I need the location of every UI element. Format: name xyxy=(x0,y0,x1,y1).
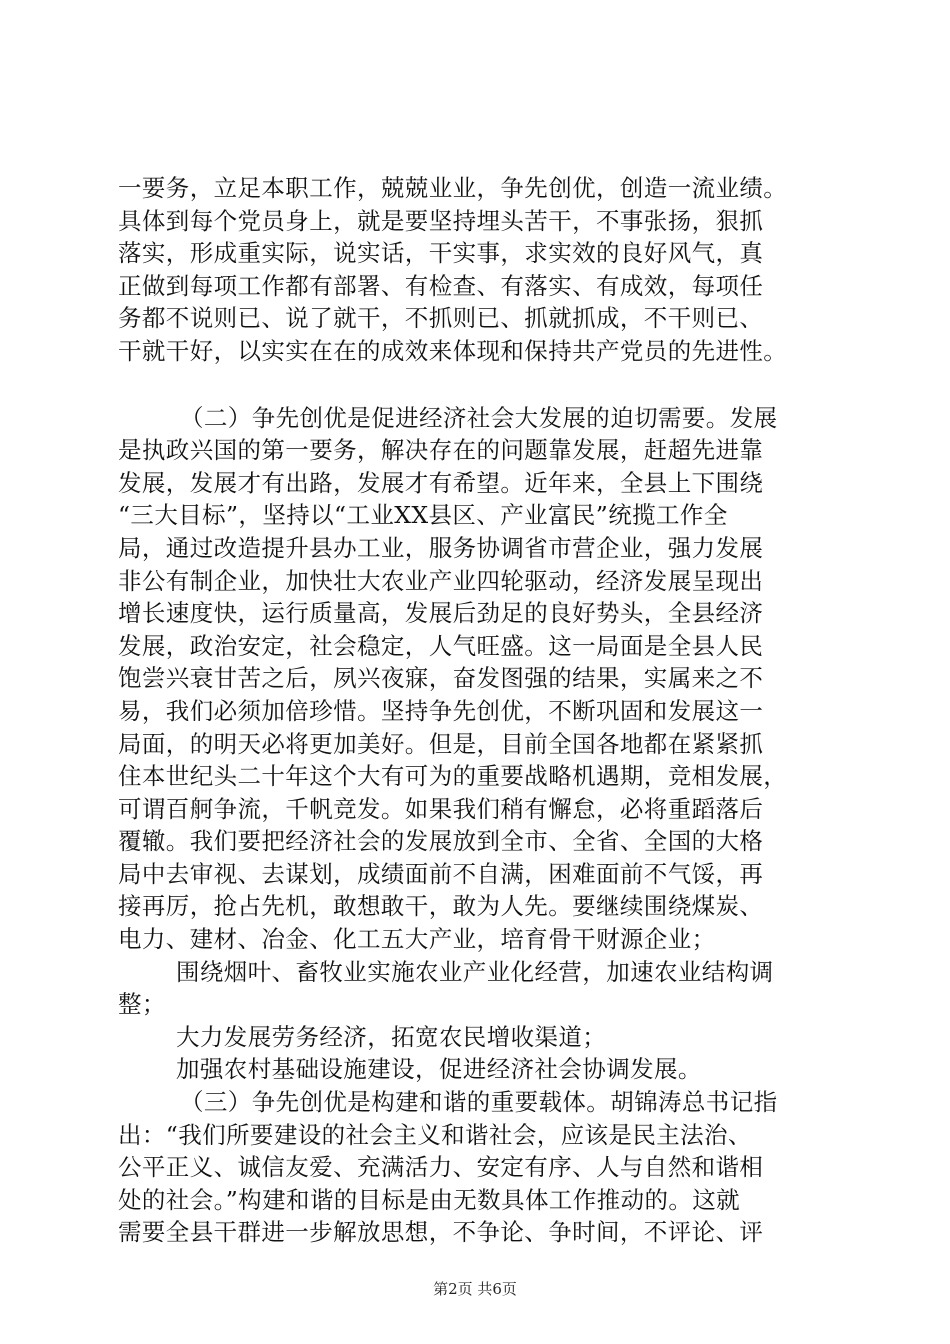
text-line: 接再厉，抢占先机，敢想敢干，敢为人先。要继续围绕煤炭、 xyxy=(118,892,764,921)
text-line: 大力发展劳务经济，拓宽农民增收渠道； xyxy=(176,1022,607,1051)
text-line: 易，我们必须加倍珍惜。坚持争先创优，不断巩固和发展这一 xyxy=(118,696,764,725)
text-line: 局面，的明天必将更加美好。但是，目前全国各地都在紧紧抓 xyxy=(118,729,764,758)
text-line: 局，通过改造提升县办工业，服务协调省市营企业，强力发展 xyxy=(118,533,764,562)
text-line: 饱尝兴衰甘苦之后，夙兴夜寐，奋发图强的结果，实属来之不 xyxy=(118,664,764,693)
text-line: 非公有制企业，加快壮大农业产业四轮驱动，经济发展呈现出 xyxy=(118,566,764,595)
paragraph-1 xyxy=(118,172,838,368)
text-line: 覆辙。我们要把经济社会的发展放到全市、全省、全国的大格 xyxy=(118,827,764,856)
page-footer: 第2页 共6页 xyxy=(433,1280,517,1298)
text-line: 加强农村基础设施建设，促进经济社会协调发展。 xyxy=(176,1055,702,1084)
text-line: 整； xyxy=(118,990,166,1019)
body-text xyxy=(118,172,838,1249)
paragraph-4 xyxy=(118,1021,838,1054)
text-line: 是执政兴国的第一要务，解决存在的问题靠发展，赶超先进靠 xyxy=(118,436,764,465)
text-line: 住本世纪头二十年这个大有可为的重要战略机遇期，竞相发展， xyxy=(118,762,788,791)
text-line: （二）争先创优是促进经济社会大发展的迫切需要。发展 xyxy=(180,403,778,432)
text-line: （三）争先创优是构建和谐的重要载体。胡锦涛总书记指 xyxy=(180,1088,778,1117)
text-line: 处的社会。”构建和谐的目标是由无数具体工作推动的。这就 xyxy=(118,1185,741,1214)
text-line: 局中去审视、去谋划，成绩面前不自满，困难面前不气馁，再 xyxy=(118,859,764,888)
paragraph-2 xyxy=(118,402,838,956)
text-line: 干就干好，以实实在在的成效来体现和保持共产党员的先进性。 xyxy=(118,336,788,365)
text-line: 发展，政治安定，社会稳定，人气旺盛。这一局面是全县人民 xyxy=(118,631,764,660)
text-line: 围绕烟叶、畜牧业实施农业产业化经营，加速农业结构调 xyxy=(176,957,774,986)
text-line: 落实，形成重实际，说实话，干实事，求实效的良好风气，真 xyxy=(118,239,764,268)
paragraph-5 xyxy=(118,1053,838,1086)
text-line: 具体到每个党员身上，就是要坚持埋头苦干，不事张扬，狠抓 xyxy=(118,206,764,235)
text-line: 电力、建材、冶金、化工五大产业，培育骨干财源企业； xyxy=(118,925,716,954)
text-line: 增长速度快，运行质量高，发展后劲足的良好势头，全县经济 xyxy=(118,599,764,628)
text-line: 可谓百舸争流，千帆竞发。如果我们稍有懈怠，必将重蹈落后 xyxy=(118,794,764,823)
text-line: “三大目标”，坚持以“工业XX县区、产业富民”统揽工作全 xyxy=(118,501,728,530)
text-line: 出：“我们所要建设的社会主义和谐社会，应该是民主法治、 xyxy=(118,1120,752,1149)
text-line: 发展，发展才有出路，发展才有希望。近年来，全县上下围绕 xyxy=(118,468,764,497)
text-line: 公平正义、诚信友爱、充满活力、安定有序、人与自然和谐相 xyxy=(118,1153,764,1182)
paragraph-gap xyxy=(118,368,838,402)
paragraph-3 xyxy=(118,956,838,1021)
text-line: 正做到每项工作都有部署、有检查、有落实、有成效，每项任 xyxy=(118,271,764,300)
paragraph-6 xyxy=(118,1086,838,1249)
text-line: 一要务，立足本职工作，兢兢业业，争先创优，创造一流业绩。 xyxy=(118,174,788,202)
text-line: 需要全县干群进一步解放思想，不争论、争时间，不评论、评 xyxy=(118,1218,764,1247)
text-line: 务都不说则已、说了就干，不抓则已、抓就抓成，不干则已、 xyxy=(118,304,764,333)
